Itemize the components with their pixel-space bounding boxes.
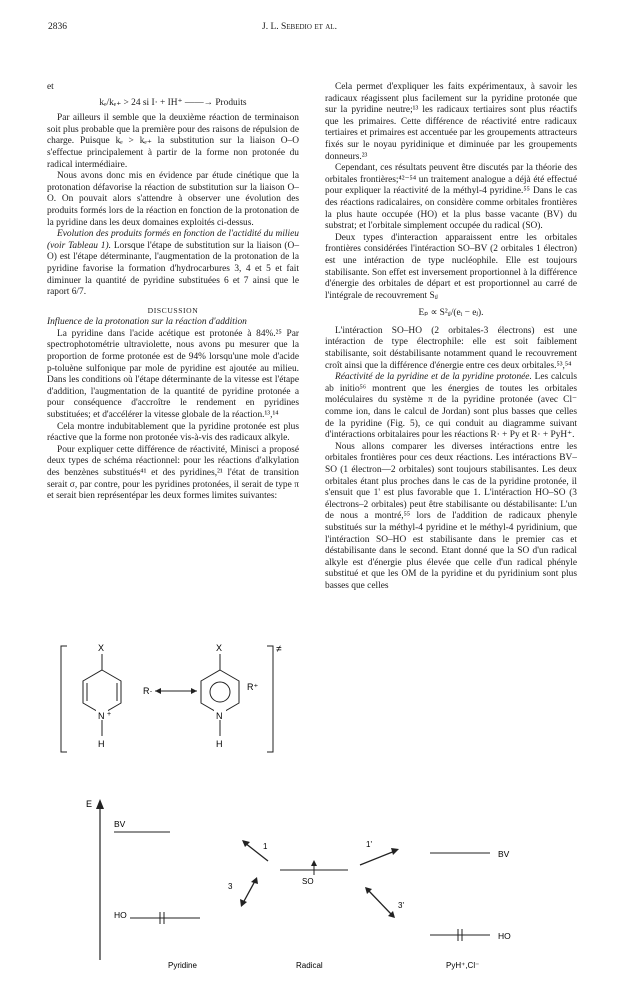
plus-left: +: [107, 711, 112, 718]
right-paragraph-3: Deux types d'interaction apparaissent entre les orbitales frontières considérées l'intéraction SO–BV (2 orbitales 1 électron) est une intéraction de type nucléophile. Elle est toujours stabilisante. Son effet est inversement proportionnel à la différence d'énergie des orbitales de départ et est proportionnel au carré de l'intégrale de recouvrement Sᵢⱼ: [325, 232, 577, 301]
left-bracket: [61, 646, 67, 752]
right-paragraph-1: Cela permet d'expliquer les faits expérimentaux, à savoir les radicaux réagissent plus facilement sur la pyridine protonée que sur la pyridine neutre;¹³ les radicaux tertiaires sont plus réactifs que les primaires. Cette différence de réactivité entre radicaux tertiaires et primaires est accentuée par les groupements attracteurs fixés sur le noyau pyridinique et diminuée par les groupements donneurs.²³: [325, 82, 577, 162]
right-column: [325, 82, 577, 593]
ho-left-label: HO: [114, 910, 127, 920]
right-paragraph-6: Nous allons comparer les diverses intéractions entre les orbitales frontières pour ces deux réactions. Les intéractions BV–SO (1 électron—2 orbitales) sont toujours stabilisantes. Les deux orbitales étant plus proches dans le cas de la pyridine protonée, il s'ensuit que 1' est plus favorable que 1. L'intéraction HO–SO (3 électrons–2 orbitales) peut être stabilisante ou déstabilisante: L'un de nous a montré,⁵⁵ lors de l'addition de radicaux phenyle substitués sur la méthyl-4 pyridine et le méthyl-4 pyridinium, que l'intéraction SO–HO est stabilisante dans le premier cas et déstabilisante dans le second. Etant donné que la SO d'un radical alkyle est d'énergie plus élevée que celle d'un radical phényle substitué et que les OM de la pyridine et du pyridinium sont plus basses que celles: [325, 441, 577, 591]
left-column: [47, 82, 299, 503]
page-number: 2836: [48, 22, 67, 32]
right-paragraph-5: [325, 372, 577, 442]
nitrogen-right: N: [216, 711, 223, 721]
interaction-arrow-1: [242, 840, 268, 861]
left-p4-italic: Evolution des produits formés en fonction de l'actidité du milieu (voir Tableau 1).: [47, 229, 299, 251]
interaction-arrow-3: [228, 877, 258, 907]
left-paragraph-2: Par ailleurs il semble que la deuxième réaction de terminaison soit plus probable que la première pour des raisons de répulsion de charge. Puisque kₑ > kₑ₊ la substitution sur la liaison O–O s'effectue principalement à partir de la forme non protonée du radical intermédiaire.: [47, 113, 299, 170]
right-bracket: [267, 646, 273, 752]
hydrogen-right: H: [216, 739, 223, 749]
pyridinium-ring-right: [201, 643, 239, 749]
energy-axis-label: E: [86, 799, 93, 809]
running-title: J. L. Sebedio et al.: [262, 22, 337, 32]
arrow-1p-label: 1': [366, 840, 372, 849]
left-paragraph-3: Nous avons donc mis en évidence par étude cinétique que la protonation défavorise la réaction de substitution sur la liaison O–O. On pouvait alors s'attendre à observer une évolution des produits formés lors de la réaction en fonction de la protonation de la pyridine dans les deux domaines exploités ci-dessus.: [47, 171, 299, 228]
right-paragraph-2: Cependant, ces résultats peuvent être discutés par la théorie des orbitales frontières;⁴²⁻⁵⁴ un traitement analogue a déjà été effectué pour expliquer la réactivité de la méthyl-4 pyridine.⁵⁵ Dans le cas des réactions radicalaires, on considère comme orbitales frontières la plus haute occupée (HO) et la plus basse vacante (BV) du substrat; et l'orbitale simplement occupée du radical (SO).: [325, 163, 577, 232]
interaction-arrow-3-prime: [365, 887, 404, 918]
ho-right-label: HO: [498, 931, 511, 941]
resonance-structures-figure: [47, 640, 297, 760]
radical-label: R·: [143, 686, 153, 696]
label-pyridine: Pyridine: [168, 961, 197, 970]
left-p4-rest: Lorsque l'étape de substitution sur la liaison (O–O) est l'étape déterminante, l'augmentation de la protonation de la pyridine favorise la formation d'hydrocarbures 3, 4 et 5 et fait diminuer la quantité de pyridine substituées 6 et 7 ainsi que le raport 6/7.: [47, 240, 300, 298]
energy-axis-arrowhead: [96, 799, 104, 809]
left-paragraph-6: Cela montre indubitablement que la pyridine protonée est plus réactive que la forme non protonée vis-à-vis des radicaux alkyle.: [47, 421, 299, 444]
right-paragraph-4: L'intéraction SO–HO (2 orbitales-3 électrons) est une intéraction de type électrophile: elle est soit faiblement stabilisante, soit déstabilisante notamment quand le recouvrement croît ainsi que la différence d'énergie entre ces deux orbitales.⁵³,⁵⁴: [325, 325, 577, 371]
left-paragraph-5: La pyridine dans l'acide acétique est protonée à 84%.²⁵ Par spectrophotométrie ultraviolette, nous avons pu mesurer que la proportion de forme protonée est de 94% lorsqu'une mole d'acide p-toluène sulfonique par mole de pyridine est ajoutée au milieu. Dans les conditions où l'étape déterminante de la vitesse est l'étape d'addition, l'augmentation de la quantité de pyridine protonée a pour conséquence d'accroître le rendement en pyridines substituées; et d'accélérer la vitesse globale de la réaction.¹³,¹⁴: [47, 328, 299, 421]
so-label: SO: [302, 877, 314, 886]
bv-right-label: BV: [498, 849, 510, 859]
left-paragraph-7: Pour expliquer cette différence de réactivité, Minisci a proposé deux types de schéma réactionnel: pour les réactions d'alkylation des benzènes substitués⁴¹ et des pyridines,²¹ l'état de transition serait σ, par contre, pour les pyridines protonées, il serait de type π et serait bien représentépar les deux formes limites suivantes:: [47, 444, 299, 502]
left-equation: kₑ/kₑ₊ > 24 si I· + IH⁺ ——→ Produits: [99, 97, 247, 108]
transition-mark: ≠: [276, 644, 282, 655]
hydrogen-left: H: [98, 739, 105, 749]
right-equation: Eₚ ∝ S²ᵢⱼ/(eᵢ − eⱼ).: [418, 308, 484, 319]
pyridinium-ring-left: [83, 643, 121, 749]
left-paragraph-4: [47, 229, 299, 299]
arrow-3p-label: 3': [398, 901, 404, 910]
left-p1-start: et: [47, 82, 54, 92]
arrow-1-label: 1: [263, 842, 268, 851]
bv-left-label: BV: [114, 819, 126, 829]
label-pyh: PyH⁺,Cl⁻: [446, 961, 480, 970]
interaction-arrow-1-prime: [360, 840, 399, 865]
substituent-x-left: X: [98, 643, 105, 653]
nitrogen-left: N: [98, 711, 105, 721]
label-radical: Radical: [296, 961, 323, 970]
radical-cation-label: R⁺: [247, 682, 259, 692]
right-p5-rest: Les calculs ab initio⁵⁶ montrent que les énergies de toutes les orbitales moléculaires du système π de la pyridine protonée (avec Cl⁻ comme ion, dans le calcul de Jordan) sont plus basses que celles de la pyridine (Fig. 5), ce qui conduit au diagramme suivant d'intéractions orbitalaires pour les réactions R· + Py et R· + PyH⁺.: [325, 372, 577, 441]
subheading: Influence de la protonation sur la réaction d'addition: [47, 317, 247, 328]
right-p5-italic: Réactivité de la pyridine et de la pyridine protonée.: [335, 372, 532, 383]
substituent-x-right: X: [216, 643, 223, 653]
section-heading: DISCUSSION: [147, 305, 199, 315]
arrow-3-label: 3: [228, 882, 233, 891]
orbital-interaction-diagram: [70, 785, 570, 975]
